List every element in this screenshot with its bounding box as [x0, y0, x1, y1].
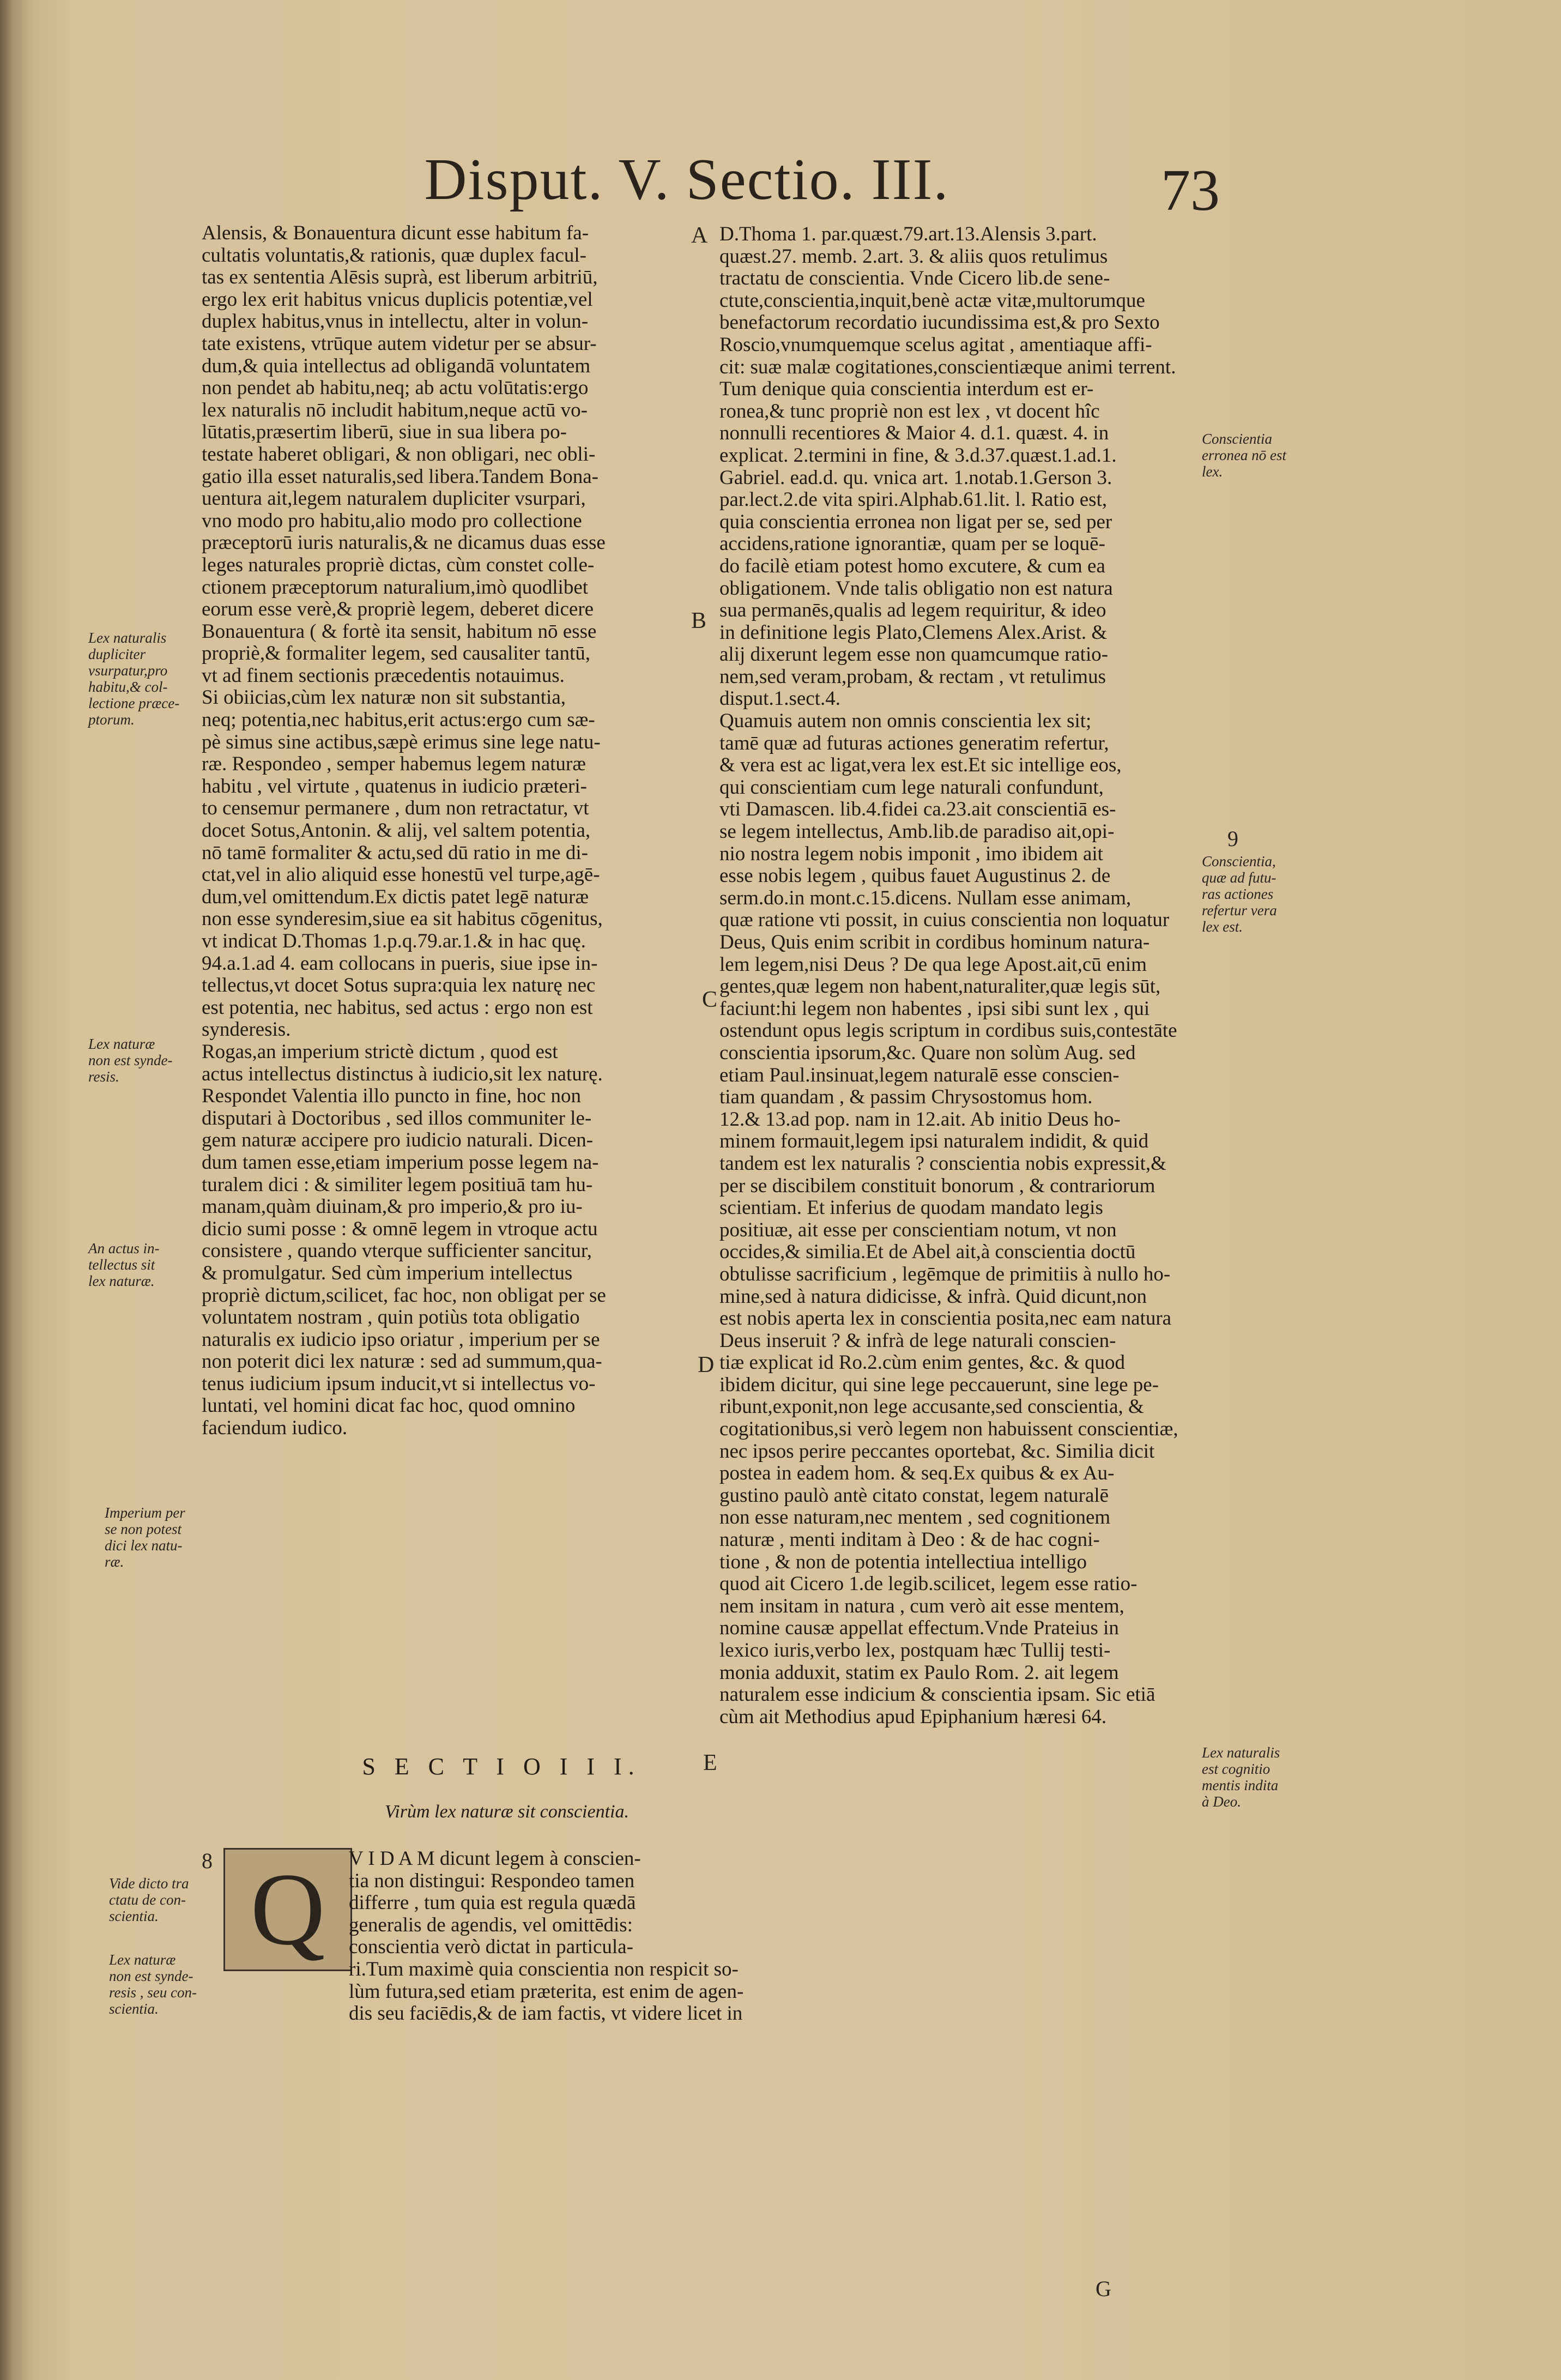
text-line: duplex habitus,vnus in intellectu, alter in volun- [202, 310, 589, 333]
text-line: & promulgatur. Sed cùm imperium intellectus [202, 1261, 573, 1284]
text-line: mine,sed à natura didicisse, & infrà. Quid dicunt,non [719, 1285, 1147, 1308]
text-line: tamē quæ ad futuras actiones generatim refertur, [719, 732, 1109, 754]
text-line: voluntatem nostram , quin potiùs tota obligatio [202, 1306, 580, 1329]
text-line: tas ex sententia Alēsis suprà, est liberum arbitriū, [202, 266, 598, 289]
section-heading: S E C T I O I I I. [362, 1753, 641, 1780]
margin-note-line: Lex naturalis [1202, 1744, 1280, 1761]
text-line: par.lect.2.de vita spiri.Alphab.61.lit. l. Ratio est, [719, 488, 1108, 511]
margin-note-line: se non potest [105, 1521, 181, 1537]
column-letter-e: E [703, 1750, 717, 1775]
text-line: præceptorū iuris naturalis,& ne dicamus duas esse [202, 531, 606, 554]
text-line: disputari à Doctoribus , sed illos communiter le- [202, 1107, 592, 1129]
text-line: scientiam. Et inferius de quodam mandato legis [719, 1197, 1103, 1219]
text-line: nec ipsos perire peccantes oportebat, &c. Similia dicit [719, 1440, 1155, 1463]
text-line: positiuæ, ait esse per conscientiam notum, vt non [719, 1218, 1117, 1241]
margin-note-line: An actus in- [88, 1240, 160, 1257]
text-line: obtulisse sacrificium , legēmque de primitiis à nullo ho- [719, 1263, 1171, 1285]
left-text-column [202, 222, 687, 1440]
text-line: uentura ait,legem naturalem dupliciter vsurpari, [202, 487, 586, 510]
margin-note-line: habitu,& col- [88, 679, 168, 695]
text-line: ribunt,exponit,non lege accusante,sed conscientia, & [719, 1396, 1144, 1418]
text-line: synderesis. [202, 1018, 291, 1041]
text-line: quia conscientia erronea non ligat per se, sed per [719, 510, 1112, 533]
margin-note-line: non est synde- [88, 1052, 173, 1068]
text-line: neq; potentia,nec habitus,erit actus:ergo cum sæ- [202, 709, 595, 732]
text-line: sua permanēs,qualis ad legem requiritur, & ideo [719, 599, 1106, 622]
text-line: qui conscientiam cum lege naturali confundunt, [719, 776, 1104, 799]
text-line: cit: suæ malæ cogitationes,conscientiæque animi terrent. [719, 355, 1176, 378]
margin-note-line: Lex naturalis [88, 630, 167, 646]
text-line: propriè dictum,scilicet, fac hoc, non obligat per se [202, 1284, 606, 1307]
text-line: postea in eadem hom. & seq.Ex quibus & ex Au- [719, 1462, 1115, 1485]
initial-letter: Q [250, 1852, 325, 1967]
margin-note-line: Vide dicto tra [109, 1875, 189, 1892]
signature-mark: G [1096, 2276, 1111, 2301]
text-line: tractatu de conscientia. Vnde Cicero lib.de sene- [719, 267, 1110, 290]
text-line: lùm futura,sed etiam præterita, est enim de agen- [349, 1980, 744, 2003]
text-line: & vera est ac ligat,vera lex est.Et sic intellige eos, [719, 754, 1122, 777]
text-line: obligationem. Vnde talis obligatio non est natura [719, 577, 1113, 600]
text-line: quod ait Cicero 1.de legib.scilicet, legem esse ratio- [719, 1573, 1138, 1596]
margin-note-left-6 [109, 1952, 197, 2017]
text-line: tellectus,vt docet Sotus supra:quia lex naturę nec [202, 974, 596, 997]
margin-note-line: vsurpatur,pro [88, 662, 168, 679]
running-head: Disput. V. Sectio. III. [424, 147, 949, 212]
text-line: accidens,ratione ignorantiæ, quam per se loquē- [719, 533, 1105, 555]
margin-note-right-1 [1202, 431, 1286, 480]
margin-note-line: mentis indita [1202, 1777, 1279, 1793]
text-line: do facilè etiam potest homo excutere, & cum ea [719, 554, 1105, 577]
text-line: dum,vel omittendum.Ex dictis patet legē naturæ [202, 885, 589, 908]
text-line: gatio illa esset naturalis,sed libera.Tandem Bona- [202, 465, 598, 488]
right-text-column [719, 223, 1199, 1728]
text-line: Bonauentura ( & fortè ita sensit, habitum nō esse [202, 620, 597, 643]
text-line: nem,sed veram,probam, & rectam , vt retulimus [719, 665, 1106, 688]
margin-note-left-5 [109, 1875, 189, 1924]
text-line: ergo lex erit habitus vnicus duplicis potentiæ,vel [202, 288, 593, 311]
section-subtitle: Virùm lex naturæ sit conscientia. [385, 1802, 629, 1822]
column-letter-d: D [698, 1352, 715, 1378]
text-line: tenus iudicium ipsum inducit,vt si intellectus vo- [202, 1372, 596, 1395]
margin-note-line: refertur vera [1202, 902, 1277, 919]
text-line: nō tamē formaliter & actu,sed dū ratio in me di- [202, 841, 588, 864]
text-line: vt ad finem sectionis præcedentis notauimus. [202, 664, 565, 687]
margin-note-line: à Deo. [1202, 1793, 1241, 1810]
text-line: ctat,vel in alio aliquid esse honestū vel turpe,agē- [202, 863, 600, 886]
text-line: Respondet Valentia illo puncto in fine, hoc non [202, 1085, 582, 1108]
text-line: cùm ait Methodius apud Epiphanium hæresi 64. [719, 1705, 1107, 1728]
text-line: Gabriel. ead.d. qu. vnica art. 1.notab.1.Gerson 3. [719, 466, 1112, 489]
text-line: dicio sumi posse : & omnē legem in vtroque actu [202, 1217, 598, 1240]
text-line: generalis de agendis, vel omittēdis: [349, 1913, 633, 1936]
text-line: V I D A M dicunt legem à conscien- [349, 1847, 641, 1870]
paragraph-number-9: 9 [1227, 826, 1238, 851]
text-line: Rogas,an imperium strictè dictum , quod est [202, 1040, 558, 1063]
margin-note-line: ctatu de con- [109, 1892, 186, 1908]
text-line: minem formauit,legem ipsi naturalem indidit, & quid [719, 1130, 1149, 1153]
margin-note-line: Lex naturæ [88, 1036, 155, 1052]
text-line: Tum denique quia conscientia interdum est er- [719, 378, 1094, 401]
text-line: ostendunt opus legis scriptum in cordibus suis,contestāte [719, 1019, 1177, 1042]
text-line: leges naturales propriè dictas, cùm constet colle- [202, 553, 595, 576]
text-line: tandem est lex naturalis ? conscientia nobis expressit,& [719, 1152, 1166, 1175]
left-text-after-initial [349, 1847, 744, 2025]
text-line: dum tamen esse,etiam imperium posse legem na- [202, 1151, 599, 1174]
margin-note-line: ras actiones [1202, 886, 1274, 902]
text-line: nem insitam in natura , cum verò ait esse mentem, [719, 1594, 1124, 1617]
text-line: vti Damascen. lib.4.fidei ca.23.ait conscientiā es- [719, 798, 1116, 821]
margin-note-line: Conscientia, [1202, 853, 1276, 869]
text-line: D.Thoma 1. par.quæst.79.art.13.Alensis 3.part. [719, 223, 1097, 245]
margin-note-line: tellectus sit [88, 1257, 155, 1273]
text-line: est potentia, nec habitus, sed actus : ergo non est [202, 996, 593, 1019]
text-line: per se discibilem constituit bonorum , & contrariorum [719, 1174, 1155, 1197]
text-line: in definitione legis Plato,Clemens Alex.Arist. & [719, 621, 1108, 644]
text-line: naturalis ex iudicio ipso oriatur , imperium per se [202, 1328, 600, 1351]
margin-note-left-1 [88, 630, 179, 728]
margin-note-line: Lex naturæ [109, 1952, 176, 1968]
text-line: conscientia verò dictat in particula- [349, 1936, 633, 1959]
text-line: quæ ratione vti possit, in cuius conscientia non loquatur [719, 909, 1170, 932]
text-line: ibidem dicitur, qui sine lege peccauerunt, sine lege pe- [719, 1373, 1159, 1396]
text-line: monia adduxit, statim ex Paulo Rom. 2. ait legem [719, 1661, 1119, 1684]
text-line: gem naturæ accipere pro iudicio naturali. Dicen- [202, 1129, 594, 1152]
text-line: etiam Paul.insinuat,legem naturalē esse conscien- [719, 1064, 1120, 1086]
text-line: tiæ explicat id Ro.2.cùm enim gentes, &c. & quod [719, 1351, 1125, 1374]
text-line: turalem dici : & similiter legem positiuā tam hu- [202, 1173, 593, 1196]
text-line: benefactorum recordatio iucundissima est,& pro Sexto [719, 311, 1160, 334]
text-line: lūtatis,præsertim liberū, siue in sua libera po- [202, 421, 567, 444]
text-line: non esse synderesim,siue ea sit habitus cōgenitus, [202, 908, 603, 931]
text-line: cogitationibus,si verò legem non habuissent conscientiæ, [719, 1418, 1178, 1441]
text-line: cultatis voluntatis,& rationis, quæ duplex facul- [202, 244, 586, 267]
text-line: explicat. 2.termini in fine, & 3.d.37.quæst.1.ad.1. [719, 444, 1117, 467]
text-line: vno modo pro habitu,alio modo pro collectione [202, 509, 582, 532]
text-line: naturalem esse indicium & conscientia ipsam. Sic etiā [719, 1683, 1155, 1706]
margin-note-left-2 [88, 1036, 172, 1085]
text-line: lexico iuris,verbo lex, postquam hæc Tullij testi- [719, 1639, 1111, 1662]
text-line: testate haberet obligari, & non obligari, nec obli- [202, 443, 596, 466]
text-line: ræ. Respondeo , semper habemus legem naturæ [202, 753, 586, 776]
text-line: nomine causæ appellat effectum.Vnde Prateius in [719, 1617, 1119, 1640]
margin-note-line: dupliciter [88, 646, 146, 662]
text-line: Deus inseruit ? & infrà de lege naturali conscien- [719, 1329, 1116, 1352]
margin-note-left-4 [105, 1505, 185, 1570]
text-line: luntati, vel homini dicat fac hoc, quod omnino [202, 1394, 576, 1417]
text-line: habitu , vel virtute , quatenus in iudicio præteri- [202, 775, 587, 798]
text-line: docet Sotus,Antonin. & alij, vel saltem potentia, [202, 819, 591, 842]
margin-note-line: dici lex natu- [105, 1537, 183, 1554]
text-line: faciunt:hi legem non habentes , ipsi sibi sunt lex , qui [719, 997, 1150, 1020]
text-line: tione , & non de potentia intellectiua intelligo [719, 1550, 1087, 1573]
text-line: naturæ , menti inditam à Deo : & de hac cogni- [719, 1529, 1100, 1551]
text-line: ctionem præceptorum naturalium,imò quodlibet [202, 576, 589, 599]
margin-note-line: Imperium per [105, 1505, 185, 1521]
paragraph-number-8: 8 [202, 1849, 213, 1873]
text-line: disput.1.sect.4. [719, 687, 840, 710]
text-line: lem legem,nisi Deus ? De qua lege Apost.ait,cū enim [719, 953, 1147, 976]
margin-note-line: lex naturæ. [88, 1273, 155, 1289]
text-line: ctute,conscientia,inquit,benè actæ vitæ,multorumque [719, 289, 1145, 312]
text-line: ri.Tum maximè quia conscientia non respicit so- [349, 1958, 739, 1980]
column-letter-c: C [702, 987, 718, 1012]
text-line: occides,& similia.Et de Abel ait,à conscientia doctū [719, 1241, 1136, 1264]
text-line: se legem intellectus, Amb.lib.de paradiso ait,opi- [719, 820, 1115, 843]
text-line: Alensis, & Bonauentura dicunt esse habitum fa- [202, 222, 589, 244]
decorated-initial [223, 1848, 352, 1971]
text-line: differre , tum quia est regula quædā [349, 1892, 636, 1914]
margin-note-line: resis , seu con- [109, 1984, 197, 2001]
text-line: tia non distingui: Respondeo tamen [349, 1869, 635, 1892]
text-line: Quamuis autem non omnis conscientia lex sit; [719, 710, 1092, 733]
text-line: propriè,& formaliter legem, sed causaliter tantū, [202, 642, 591, 665]
text-line: serm.do.in mont.c.15.dicens. Nullam esse animam, [719, 886, 1132, 909]
text-line: vt indicat D.Thomas 1.p.q.79.ar.1.& in hac quę. [202, 930, 586, 952]
text-line: to censemur permanere , dum non retractatur, vt [202, 797, 589, 820]
text-line: esse nobis legem , quibus fauet Augustinus 2. de [719, 865, 1111, 887]
text-line: 94.a.1.ad 4. eam collocans in pueris, siue ipse in- [202, 952, 598, 975]
margin-note-right-3 [1202, 1744, 1280, 1810]
margin-note-line: lex. [1202, 463, 1223, 480]
text-line: actus intellectus distinctus à iudicio,sit lex naturę. [202, 1062, 603, 1085]
margin-note-line: resis. [88, 1068, 119, 1085]
text-line: eorum esse verè,& propriè legem, deberet dicere [202, 598, 594, 621]
text-line: non pendet ab habitu,neq; ab actu volūtatis:ergo [202, 377, 589, 400]
text-line: non poterit dici lex naturæ : sed ad summum,qua- [202, 1350, 602, 1373]
text-line: nio nostra legem nobis imponit , imo ibidem ait [719, 842, 1103, 865]
margin-note-line: quæ ad futu- [1202, 869, 1276, 886]
text-line: lex naturalis nō includit habitum,neque actū vo- [202, 398, 588, 421]
margin-note-line: lectione præce- [88, 695, 180, 711]
text-line: nonnulli recentiores & Maior 4. d.1. quæst. 4. in [719, 422, 1109, 445]
margin-note-line: non est synde- [109, 1968, 193, 1984]
column-letter-a: A [691, 223, 708, 248]
text-line: est nobis aperta lex in conscientia posita,nec eam natura [719, 1307, 1172, 1330]
text-line: ronea,& tunc propriè non est lex , vt docent hîc [719, 400, 1100, 422]
text-line: conscientia ipsorum,&c. Quare non solùm Aug. sed [719, 1041, 1136, 1064]
text-line: tiam quandam , & passim Chrysostomus hom. [719, 1086, 1093, 1109]
margin-note-line: est cognitio [1202, 1761, 1270, 1777]
text-line: alij dixerunt legem esse non quamcumque ratio- [719, 643, 1109, 666]
text-line: gentes,quæ legem non habent,naturaliter,quæ legis sūt, [719, 975, 1161, 998]
margin-note-line: scientia. [109, 2001, 159, 2017]
text-line: tate existens, vtrūque autem videtur per se absur- [202, 332, 597, 355]
text-line: Roscio,vnumquemque scelus agitat , amentiaque affi- [719, 333, 1152, 356]
text-line: Si obiicias,cùm lex naturæ non sit substantia, [202, 686, 566, 709]
text-line: dum,& quia intellectus ad obligandā voluntatem [202, 354, 591, 377]
margin-note-left-3 [88, 1240, 159, 1289]
margin-note-line: scientia. [109, 1908, 159, 1924]
text-line: manam,quàm diuinam,& pro imperio,& pro iu- [202, 1195, 583, 1218]
margin-note-right-2 [1202, 853, 1277, 935]
text-line: gustino paulò antè citato constat, legem naturalē [719, 1484, 1109, 1507]
text-line: 12.& 13.ad pop. nam in 12.ait. Ab initio Deus ho- [719, 1108, 1121, 1131]
text-line: faciendum iudico. [202, 1417, 348, 1440]
margin-note-line: erronea nō est [1202, 447, 1286, 463]
page-number: 73 [1161, 158, 1220, 223]
text-line: dis seu faciēdis,& de iam factis, vt videre licet in [349, 2002, 743, 2025]
text-line: pè simus sine actibus,sæpè erimus sine lege natu- [202, 730, 601, 753]
text-line: consistere , quando vterque sufficienter sancitur, [202, 1240, 592, 1263]
text-line: quæst.27. memb. 2.art. 3. & aliis quos retulimus [719, 245, 1108, 268]
column-letter-b: B [691, 608, 707, 633]
margin-note-line: ptorum. [88, 711, 135, 728]
text-line: Deus, Quis enim scribit in cordibus hominum natura- [719, 931, 1150, 953]
text-line: non esse naturam,nec mentem , sed cognitionem [719, 1506, 1111, 1529]
margin-note-line: lex est. [1202, 919, 1243, 935]
margin-note-line: Conscientia [1202, 431, 1272, 447]
margin-note-line: ræ. [105, 1554, 124, 1570]
